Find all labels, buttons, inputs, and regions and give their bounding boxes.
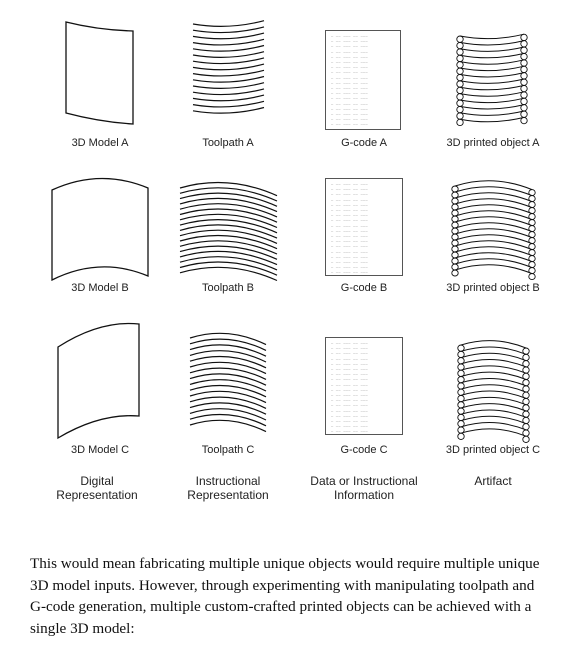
gcode-line: — —— ——— —— ——— (331, 75, 368, 80)
printed-a-edge-left (457, 62, 463, 68)
printed-a-edge-left (457, 119, 463, 125)
gcode-line: — —— ——— —— ——— (331, 377, 368, 382)
printed-b-edge-right (529, 274, 535, 280)
printed-a-layer (460, 111, 524, 115)
gcode-line: — —— ——— —— ——— (331, 39, 368, 44)
printed-a-layer (460, 98, 524, 102)
gcode-line: — —— ——— —— ——— (331, 91, 368, 96)
printed-a-layer (460, 85, 524, 89)
toolpath-a-line (193, 52, 264, 58)
gcode-line: — —— ——— —— ——— (331, 213, 368, 218)
printed-a-edge-left (457, 49, 463, 55)
gcode-line: — —— ——— —— ——— (331, 187, 368, 192)
gcode-line: — —— ——— —— ——— (331, 372, 368, 377)
printed-a-edge-right (521, 79, 527, 85)
gcode-line: — —— ——— —— ——— (331, 260, 368, 265)
gcode-line: — —— ——— —— ——— (331, 122, 368, 127)
printed-b-layer (455, 253, 532, 262)
gcode-line: — —— ——— —— ——— (331, 101, 368, 106)
printed-a-layer (460, 79, 524, 83)
printed-b-layer (455, 229, 532, 238)
printed-a-edge-right (521, 117, 527, 123)
printed-a-edge-right (521, 47, 527, 53)
printed-b-layer (455, 211, 532, 220)
printed-a-edge-left (457, 74, 463, 80)
toolpath-c-line (190, 420, 266, 431)
gcode-line: — —— ——— —— ——— (331, 54, 368, 59)
toolpath-a-line (193, 64, 264, 70)
printed-a-edge-left (457, 94, 463, 100)
model-b-shape (52, 178, 148, 280)
gcode-line: — —— ——— —— ——— (331, 34, 368, 38)
printed-a-layer (460, 105, 524, 109)
printed-a-layer (460, 66, 524, 70)
category-digital-text: Digital Representation (56, 474, 138, 502)
printed-a-edge-left (457, 81, 463, 87)
gcode-b-box (325, 178, 403, 276)
toolpath-a-line (193, 89, 264, 95)
printed-a-edge-left (457, 87, 463, 93)
printed-a-edge-left (457, 113, 463, 119)
gcode-line: — —— ——— —— ——— (331, 424, 368, 429)
gcode-line: — —— ——— —— ——— (331, 228, 368, 233)
toolpath-a-line (193, 27, 264, 33)
gcode-c-box (325, 337, 403, 435)
gcode-line: — —— ——— —— ——— (331, 70, 368, 75)
printed-a-edge-right (521, 53, 527, 59)
gcode-line: — —— ——— —— ——— (331, 346, 368, 351)
printed-a-edge-right (521, 66, 527, 72)
printed-a-layer (460, 53, 524, 57)
caption-gcode-b: G-code B (340, 282, 388, 294)
printed-a-edge-right (521, 60, 527, 66)
gcode-a-box (325, 30, 401, 130)
gcode-line: — —— ——— —— ——— (331, 234, 368, 239)
caption-printed-c: 3D printed object C (445, 444, 541, 456)
toolpath-a-line (193, 108, 264, 114)
printed-c-layer (461, 429, 526, 436)
printed-a-edge-left (457, 100, 463, 106)
gcode-line: — —— ——— —— ——— (331, 270, 368, 275)
gcode-line: — —— ——— —— ——— (331, 117, 368, 122)
toolpath-a-line (193, 70, 264, 76)
gcode-line: — —— ——— —— ——— (331, 202, 368, 207)
printed-a-edge-right (521, 34, 527, 40)
printed-b-layer (455, 223, 532, 232)
category-artifact (423, 474, 561, 488)
gcode-line: — —— ——— —— ——— (331, 49, 368, 54)
gcode-line: — —— ——— —— ——— (331, 367, 368, 372)
caption-model-a: 3D Model A (71, 137, 129, 149)
gcode-line: — —— ——— —— ——— (331, 429, 368, 434)
gcode-line: — —— ——— —— ——— (331, 106, 368, 111)
category-data-text: Data or Instructional Information (310, 474, 418, 502)
printed-b-layer (455, 199, 532, 208)
gcode-line: — —— ——— —— ——— (331, 80, 368, 85)
caption-toolpath-c: Toolpath C (201, 444, 255, 456)
gcode-line: — —— ——— —— ——— (331, 112, 368, 117)
gcode-line: — —— ——— —— ——— (331, 218, 368, 223)
gcode-line: — —— ——— —— ——— (331, 361, 368, 366)
printed-b-layer (455, 247, 532, 256)
gcode-line: — —— ——— —— ——— (331, 223, 368, 228)
category-artifact-text: Artifact (474, 474, 512, 488)
printed-b-edge-left (452, 270, 458, 276)
model-a-shape (66, 22, 133, 124)
toolpath-a-line (193, 21, 264, 27)
printed-b-layer (455, 241, 532, 250)
printed-a-edge-right (521, 105, 527, 111)
printed-a-layer (460, 47, 524, 51)
gcode-line: — —— ——— —— ——— (331, 244, 368, 249)
printed-a-edge-right (521, 92, 527, 98)
printed-b-layer (455, 265, 532, 274)
caption-toolpath-b: Toolpath B (202, 282, 254, 294)
toolpath-a-line (193, 83, 264, 89)
printed-a-edge-right (521, 41, 527, 47)
gcode-line: — —— ——— —— ——— (331, 239, 368, 244)
toolpath-a-line (193, 58, 264, 64)
printed-b-layer (455, 181, 532, 190)
gcode-line: — —— ——— —— ——— (331, 192, 368, 197)
gcode-line: — —— ——— —— ——— (331, 419, 368, 424)
printed-a-edge-left (457, 68, 463, 74)
printed-c-edge-right (523, 436, 529, 442)
printed-a-edge-left (457, 106, 463, 112)
printed-a-edge-right (521, 98, 527, 104)
printed-a-edge-left (457, 42, 463, 48)
gcode-line: — —— ——— —— ——— (331, 182, 368, 186)
gcode-line: — —— ——— —— ——— (331, 393, 368, 398)
gcode-line: — —— ——— —— ——— (331, 197, 368, 202)
gcode-line: — —— ——— —— ——— (331, 387, 368, 392)
category-digital (27, 474, 167, 502)
caption-printed-a: 3D printed object A (446, 137, 540, 149)
gcode-line: — —— ——— —— ——— (331, 382, 368, 387)
gcode-line: — —— ——— —— ——— (331, 265, 368, 270)
printed-a-layer (460, 60, 524, 64)
toolpath-a-line (193, 46, 264, 52)
toolpath-a-line (193, 33, 264, 39)
gcode-line: — —— ——— —— ——— (331, 351, 368, 356)
category-instructional (158, 474, 298, 502)
printed-a-layer (460, 92, 524, 96)
printed-c-edge-left (458, 433, 464, 439)
printed-b-layer (455, 205, 532, 214)
gcode-line: — —— ——— —— ——— (331, 403, 368, 408)
printed-a-layer (460, 34, 524, 38)
printed-a-edge-right (521, 85, 527, 91)
gcode-line: — —— ——— —— ——— (331, 60, 368, 65)
printed-a-edge-right (521, 111, 527, 117)
gcode-line: — —— ——— —— ——— (331, 44, 368, 49)
category-data (294, 474, 434, 502)
printed-a-edge-left (457, 36, 463, 42)
gcode-line: — —— ——— —— ——— (331, 254, 368, 259)
gcode-line: — —— ——— —— ——— (331, 356, 368, 361)
printed-b-layer (455, 259, 532, 268)
caption-printed-b: 3D printed object B (446, 282, 540, 294)
model-c-shape (58, 323, 139, 438)
toolpath-a-line (193, 101, 264, 107)
toolpath-a-line (193, 39, 264, 45)
printed-b-layer (455, 193, 532, 202)
gcode-line: — —— ——— —— ——— (331, 96, 368, 101)
body-paragraph: This would mean fabricating multiple unique objects would require multiple unique 3D model inputs. However, through experimenting with manipulating toolpath and G-code generation, multiple custom-crafted printed objects can be achieved with a single 3D model: (30, 555, 540, 637)
gcode-line: — —— ——— —— ——— (331, 341, 368, 345)
toolpath-a-line (193, 77, 264, 83)
printed-b-layer (455, 187, 532, 196)
caption-gcode-a: G-code A (341, 137, 387, 149)
caption-model-b: 3D Model B (71, 282, 129, 294)
gcode-line: — —— ——— —— ——— (331, 208, 368, 213)
caption-toolpath-a: Toolpath A (202, 137, 254, 149)
category-instructional-text: Instructional Representation (187, 474, 269, 502)
gcode-line: — —— ——— —— ——— (331, 413, 368, 418)
gcode-line: — —— ——— —— ——— (331, 249, 368, 254)
printed-a-layer (460, 117, 524, 121)
printed-a-layer (460, 41, 524, 45)
gcode-line: — —— ——— —— ——— (331, 398, 368, 403)
gcode-line: — —— ——— —— ——— (331, 65, 368, 70)
printed-a-edge-right (521, 73, 527, 79)
toolpath-a-line (193, 95, 264, 101)
caption-gcode-c: G-code C (340, 444, 388, 456)
printed-a-edge-left (457, 55, 463, 61)
caption-model-c: 3D Model C (70, 444, 130, 456)
gcode-line: — —— ——— —— ——— (331, 408, 368, 413)
printed-b-layer (455, 235, 532, 244)
printed-b-layer (455, 217, 532, 226)
printed-a-layer (460, 73, 524, 77)
gcode-line: — —— ——— —— ——— (331, 86, 368, 91)
